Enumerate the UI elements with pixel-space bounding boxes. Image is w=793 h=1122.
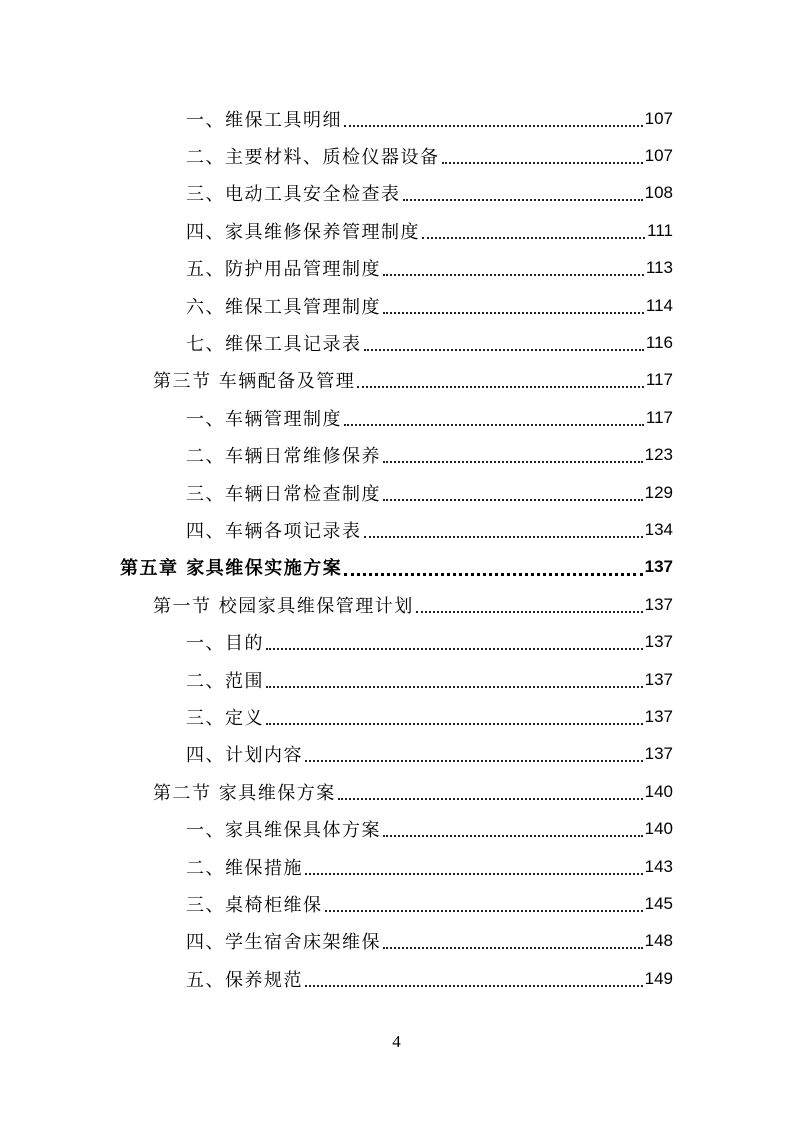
toc-entry-page-number: 137 [644,669,673,689]
toc-entry-label: 一、车辆管理制度 [186,408,342,430]
toc-chapter-entry[interactable] [0,549,793,586]
toc-entry-label: 二、主要材料、质检仪器设备 [186,147,440,169]
toc-item-entry[interactable] [0,212,793,249]
toc-entry-label: 四、学生宿舍床架维保 [186,932,381,954]
page-number: 4 [392,1032,401,1051]
toc-entry-page-number: 137 [644,706,673,726]
toc-entry-label: 四、车辆各项记录表 [186,520,362,542]
toc-item-entry[interactable] [0,923,793,960]
toc-entry-page-number: 116 [645,333,673,353]
toc-dot-leader [344,573,642,576]
toc-dot-leader [383,947,643,949]
toc-entry-page-number: 134 [644,519,673,539]
toc-dot-leader [305,760,643,762]
toc-entry-page-number: 137 [644,594,673,614]
toc-item-entry[interactable] [0,960,793,997]
toc-dot-leader [364,349,644,351]
toc-entry-page-number: 149 [644,968,673,988]
toc-dot-leader [403,199,643,201]
toc-entry-label: 第一节 校园家具维保管理计划 [153,595,414,617]
toc-item-entry[interactable] [0,175,793,212]
toc-dot-leader [416,611,643,613]
toc-entry-page-number: 108 [644,183,673,203]
toc-item-entry[interactable] [0,661,793,698]
toc-dot-leader [338,798,643,800]
toc-section-entry[interactable] [0,362,793,399]
toc-entry-label: 二、范围 [186,670,264,692]
toc-entry-label: 四、计划内容 [186,745,303,767]
toc-entry-page-number: 145 [644,893,673,913]
toc-item-entry[interactable] [0,810,793,847]
toc-entry-page-number: 114 [645,295,673,315]
toc-item-entry[interactable] [0,324,793,361]
toc-dot-leader [383,835,643,837]
toc-entry-label: 二、车辆日常维修保养 [186,446,381,468]
toc-entry-label: 三、桌椅柜维保 [186,894,323,916]
toc-entry-label: 第五章 家具维保实施方案 [120,558,343,580]
toc-item-entry[interactable] [0,736,793,773]
toc-entry-page-number: 137 [644,632,673,652]
toc-section-entry[interactable] [0,586,793,623]
toc-dot-leader [442,162,643,164]
toc-dot-leader [383,274,644,276]
toc-item-entry[interactable] [0,399,793,436]
toc-item-entry[interactable] [0,474,793,511]
toc-entry-label: 一、目的 [186,633,264,655]
toc-entry-page-number: 117 [645,407,673,427]
toc-item-entry[interactable] [0,885,793,922]
toc-dot-leader [266,686,643,688]
toc-item-entry[interactable] [0,623,793,660]
toc-item-entry[interactable] [0,698,793,735]
toc-entry-page-number: 137 [644,557,673,577]
toc-dot-leader [383,461,643,463]
toc-entry-label: 一、维保工具明细 [186,109,342,131]
toc-dot-leader [325,910,643,912]
toc-entry-page-number: 107 [644,108,673,128]
toc-entry-page-number: 117 [645,370,673,390]
toc-dot-leader [266,723,643,725]
toc-entry-page-number: 148 [644,931,673,951]
toc-dot-leader [344,424,644,426]
toc-entry-label: 四、家具维修保养管理制度 [186,221,420,243]
toc-entry-label: 五、保养规范 [186,969,303,991]
toc-entry-label: 二、维保措施 [186,857,303,879]
toc-entry-page-number: 113 [645,258,673,278]
toc-dot-leader [357,386,644,388]
toc-entry-label: 三、车辆日常检查制度 [186,483,381,505]
toc-dot-leader [364,536,643,538]
toc-entry-label: 三、电动工具安全检查表 [186,184,401,206]
toc-dot-leader [305,873,643,875]
toc-item-entry[interactable] [0,848,793,885]
toc-entry-page-number: 129 [644,482,673,502]
toc-entry-page-number: 111 [647,220,673,240]
toc-entry-label: 三、定义 [186,707,264,729]
toc-entry-page-number: 123 [644,445,673,465]
toc-dot-leader [305,985,643,987]
toc-entry-label: 第二节 家具维保方案 [153,782,336,804]
toc-item-entry[interactable] [0,511,793,548]
toc-entry-label: 一、家具维保具体方案 [186,820,381,842]
toc-dot-leader [383,499,643,501]
toc-entry-page-number: 107 [644,146,673,166]
toc-entry-label: 六、维保工具管理制度 [186,296,381,318]
toc-dot-leader [266,648,643,650]
toc-dot-leader [344,125,643,127]
toc-item-entry[interactable] [0,250,793,287]
toc-entry-label: 第三节 车辆配备及管理 [153,371,356,393]
table-of-contents [0,100,793,997]
toc-entry-label: 七、维保工具记录表 [186,334,362,356]
toc-item-entry[interactable] [0,100,793,137]
toc-entry-page-number: 143 [644,856,673,876]
toc-item-entry[interactable] [0,287,793,324]
toc-dot-leader [422,237,645,239]
toc-section-entry[interactable] [0,773,793,810]
toc-entry-page-number: 137 [644,744,673,764]
toc-entry-label: 五、防护用品管理制度 [186,259,381,281]
toc-dot-leader [383,312,644,314]
toc-entry-page-number: 140 [644,819,673,839]
toc-entry-page-number: 140 [644,781,673,801]
toc-item-entry[interactable] [0,137,793,174]
toc-item-entry[interactable] [0,437,793,474]
